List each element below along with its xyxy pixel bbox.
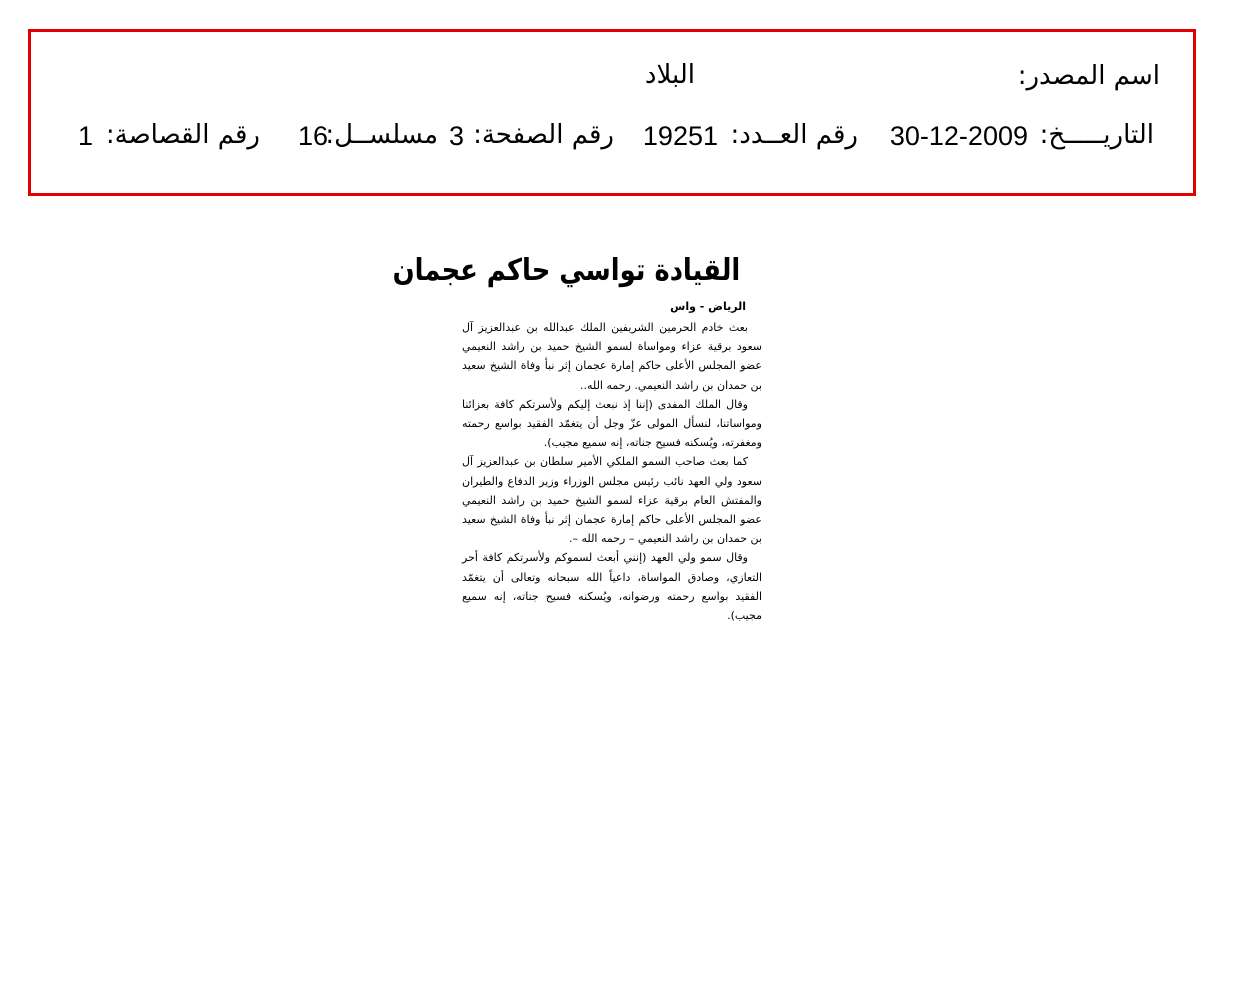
clip-label: رقم القصاصة: [105, 120, 260, 150]
clip-value: 1 [77, 121, 93, 151]
source-value: البلاد [644, 60, 695, 90]
article-headline: القيادة تواسي حاكم عجمان [392, 253, 740, 288]
date-value: 30-12-2009 [889, 121, 1028, 151]
serial-value: 16 [297, 121, 328, 151]
article-body [462, 318, 762, 625]
source-info-box [28, 29, 1196, 196]
issue-value: 19251 [642, 121, 718, 151]
date-label: التاريـــــخ: [1039, 120, 1154, 150]
article-dateline: الرياض - واس [670, 300, 746, 313]
source-label: اسم المصدر: [1017, 61, 1160, 91]
newspaper-clipping [392, 244, 770, 694]
page-label: رقم الصفحة: [473, 120, 614, 150]
article-paragraph: بعث خادم الحرمين الشريفين الملك عبدالله بن عبدالعزيز آل سعود برقية عزاء ومواساة لسمو الشيخ حميد بن راشد النعيمي عضو المجلس الأعلى حاكم إمارة عجمان إثر نبأ وفاة الشيخ سعيد بن حمدان بن راشد النعيمي. رحمه الله.. [462, 321, 762, 392]
issue-label: رقم العــدد: [730, 120, 858, 150]
article-paragraph: وقال سمو ولي العهد (إنني أبعث لسموكم ولأسرتكم كافة أحر التعازي، وصادق المواساة، داعياً الله سبحانه وتعالى أن يتغمّد الفقيد بواسع رحمته ورضوانه، ويُسكنه فسيح جناته، إنه سميع مجيب). [462, 551, 762, 623]
serial-label: مسلســل: [325, 120, 438, 150]
article-paragraph: وقال الملك المفدى (إننا إذ نبعث إليكم ولأسرتكم كافة بعزائنا ومواساتنا، لنسأل المولى عزّ وجل أن يتغمّد الفقيد بواسع رحمته ومغفرته، ويُسكنه فسيح جناته، إنه سميع مجيب). [462, 397, 762, 450]
page-value: 3 [448, 121, 464, 151]
article-paragraph: كما بعث صاحب السمو الملكي الأمير سلطان بن عبدالعزيز آل سعود ولي العهد نائب رئيس مجلس الوزراء وزير الدفاع والطيران والمفتش العام برقية عزاء لسمو الشيخ حميد بن راشد النعيمي عضو المجلس الأعلى حاكم إمارة عجمان إثر نبأ وفاة الشيخ سعيد بن حمدان بن راشد النعيمي – رحمه الله –. [462, 455, 762, 546]
